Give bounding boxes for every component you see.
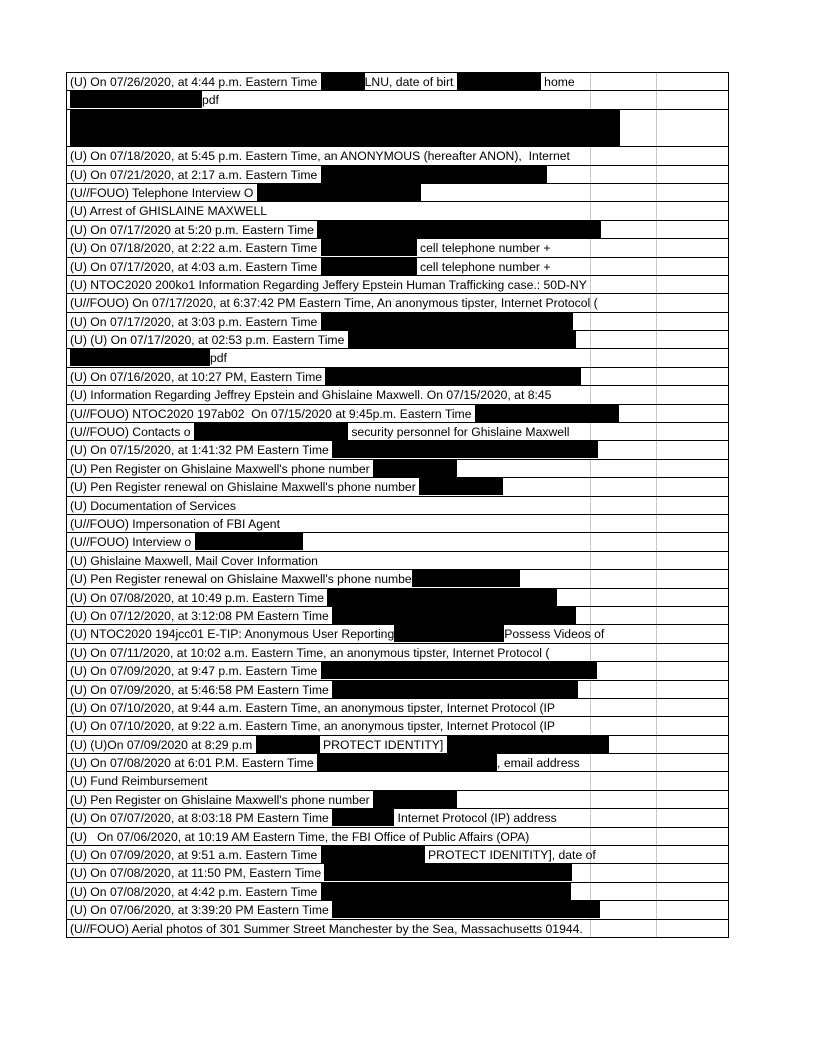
row-text-cell — [67, 717, 659, 734]
redaction-block — [324, 864, 572, 881]
redaction-block — [332, 441, 598, 458]
row-text: security personnel for Ghislaine Maxwell — [347, 425, 570, 440]
empty-cell — [656, 920, 729, 937]
row-text: pdf — [202, 93, 219, 108]
row-text: (U//FOUO) Impersonation of FBI Agent — [70, 516, 280, 531]
row-text: (U//FOUO) NTOC2020 197ab02 On 07/15/2020 at 9:45p.m. Eastern Time — [70, 406, 475, 421]
table-row — [67, 736, 728, 754]
row-text-cell — [67, 202, 659, 219]
table-row — [67, 883, 728, 901]
row-text-cell — [67, 478, 659, 495]
table-row — [67, 258, 728, 276]
row-text: (U) On 07/07/2020, at 8:03:18 PM Eastern Time — [70, 811, 333, 826]
redaction-block — [321, 166, 547, 183]
row-text: (U) On 07/08/2020, at 10:49 p.m. Eastern Time — [70, 590, 328, 605]
table-row — [67, 313, 728, 331]
empty-cell — [656, 184, 729, 201]
document-table — [66, 72, 729, 938]
redaction-block — [321, 73, 365, 90]
row-text: (U) On 07/11/2020, at 10:02 a.m. Eastern Time, an anonymous tipster, Internet Protocol ( — [70, 645, 550, 660]
row-text-cell — [67, 920, 659, 937]
table-row — [67, 202, 728, 220]
row-text: (U) Documentation of Services — [70, 498, 236, 513]
table-row — [67, 221, 728, 239]
redaction-block — [332, 607, 576, 624]
table-row — [67, 625, 728, 643]
table-row — [67, 423, 728, 441]
empty-cell — [656, 441, 729, 458]
row-text: (U) Information Regarding Jeffrey Epstein and Ghislaine Maxwell. On 07/15/2020, at 8:45 — [70, 388, 552, 403]
row-text: (U//FOUO) Telephone Interview O — [70, 185, 257, 200]
row-text-cell — [67, 883, 659, 900]
row-text: (U) On 07/26/2020, at 4:44 p.m. Eastern Time — [70, 75, 321, 89]
row-text: (U) Arrest of GHISLAINE MAXWELL — [70, 204, 268, 219]
empty-cell — [656, 846, 729, 863]
table-row — [67, 570, 728, 588]
row-text-cell — [67, 901, 659, 918]
empty-cell — [656, 202, 729, 219]
empty-cell — [656, 258, 729, 275]
table-row — [67, 828, 728, 846]
row-text-cell — [67, 570, 659, 587]
redaction-block — [70, 349, 210, 366]
empty-cell — [656, 644, 729, 661]
redaction-block — [332, 901, 600, 918]
row-text-cell — [67, 589, 659, 606]
table-row — [67, 607, 728, 625]
row-text: home — [540, 75, 575, 89]
empty-cell — [656, 497, 729, 514]
redaction-block — [70, 110, 620, 146]
row-text-cell — [67, 276, 659, 293]
table-row — [67, 699, 728, 717]
redaction-block — [457, 73, 541, 90]
table-row — [67, 681, 728, 699]
table-row — [67, 147, 728, 165]
table-row — [67, 441, 728, 459]
empty-cell — [656, 515, 729, 532]
row-text: (U) On 07/10/2020, at 9:44 a.m. Eastern Time, an anonymous tipster, Internet Protocol (IP — [70, 700, 556, 715]
redaction-block — [321, 846, 425, 863]
row-text-cell — [67, 386, 659, 403]
row-text: (U//FOUO) Contacts o — [70, 425, 194, 440]
empty-cell — [656, 533, 729, 550]
empty-cell — [656, 110, 729, 146]
table-row — [67, 405, 728, 423]
row-text-cell — [67, 736, 659, 753]
row-text: Internet Protocol (IP) address — [394, 811, 557, 826]
row-text-cell — [67, 681, 659, 698]
empty-cell — [656, 809, 729, 826]
table-row — [67, 644, 728, 662]
row-text: LNU, date of birt — [364, 75, 457, 89]
empty-cell — [656, 772, 729, 789]
row-text: (U) On 07/09/2020, at 9:51 a.m. Eastern Time — [70, 848, 321, 863]
row-text-cell — [67, 405, 659, 422]
row-text-cell — [67, 607, 659, 624]
row-text: cell telephone number + — [416, 241, 551, 256]
table-row — [67, 184, 728, 202]
row-text: (U//FOUO) Interview o — [70, 535, 195, 550]
table-row — [67, 368, 728, 386]
empty-cell — [656, 699, 729, 716]
redaction-block — [256, 736, 320, 753]
table-row — [67, 791, 728, 809]
row-text-cell — [67, 625, 659, 642]
row-text-cell — [67, 221, 659, 238]
table-row — [67, 478, 728, 496]
empty-cell — [656, 478, 729, 495]
row-text-cell — [67, 147, 659, 164]
table-row — [67, 497, 728, 515]
redaction-block — [373, 791, 457, 808]
row-text-cell — [67, 349, 659, 366]
row-text: cell telephone number + — [416, 259, 551, 274]
redaction-block — [373, 460, 457, 477]
redaction-block — [447, 736, 609, 753]
table-row — [67, 91, 728, 109]
row-text: (U) On 07/16/2020, at 10:27 PM, Eastern Time — [70, 369, 326, 384]
empty-cell — [656, 405, 729, 422]
row-text: (U) (U) On 07/17/2020, at 02:53 p.m. Eastern Time — [70, 333, 348, 348]
row-text-cell — [67, 423, 659, 440]
row-text-cell — [67, 533, 659, 550]
row-text-cell — [67, 644, 659, 661]
row-text: (U) Fund Reimbursement — [70, 774, 208, 789]
table-row — [67, 754, 728, 772]
row-text-cell — [67, 791, 659, 808]
empty-cell — [656, 313, 729, 330]
row-text: (U) On 07/08/2020, at 11:50 PM, Eastern Time — [70, 866, 325, 881]
row-text-cell — [67, 772, 659, 789]
redaction-block — [70, 91, 202, 108]
redaction-block — [321, 662, 597, 679]
row-text: (U) (U)On 07/09/2020 at 8:29 p.m — [70, 737, 256, 752]
table-row — [67, 349, 728, 367]
row-text: (U) Pen Register renewal on Ghislaine Maxwell's phone numbe — [70, 572, 412, 587]
row-text: (U) Ghislaine Maxwell, Mail Cover Information — [70, 553, 318, 568]
table-row — [67, 239, 728, 257]
redaction-block — [317, 754, 497, 771]
row-text: (U) On 07/06/2020, at 10:19 AM Eastern Time, the FBI Office of Public Affairs (OPA) — [70, 829, 530, 844]
redaction-block — [321, 883, 571, 900]
row-text: (U//FOUO) On 07/17/2020, at 6:37:42 PM Eastern Time, An anonymous tipster, Internet Protocol ( — [70, 296, 598, 311]
empty-cell — [656, 662, 729, 679]
row-text-cell — [67, 552, 659, 569]
redaction-block — [332, 681, 578, 698]
row-text: pdf — [210, 351, 227, 366]
table-row — [67, 809, 728, 827]
table-row — [67, 386, 728, 404]
row-text-cell — [67, 91, 659, 108]
empty-cell — [656, 625, 729, 642]
table-row — [67, 166, 728, 184]
empty-cell — [656, 791, 729, 808]
row-text: Possess Videos of — [504, 627, 605, 642]
table-row — [67, 846, 728, 864]
empty-cell — [656, 221, 729, 238]
redaction-block — [475, 405, 619, 422]
table-row — [67, 589, 728, 607]
empty-cell — [656, 901, 729, 918]
empty-cell — [656, 276, 729, 293]
row-text-cell — [67, 497, 659, 514]
redaction-block — [419, 478, 503, 495]
redaction-block — [321, 313, 573, 330]
row-text: (U) On 07/15/2020, at 1:41:32 PM Eastern Time — [70, 443, 333, 458]
redaction-block — [317, 221, 601, 238]
empty-cell — [656, 460, 729, 477]
row-text-cell — [67, 441, 659, 458]
redaction-block — [394, 625, 504, 642]
row-text-cell — [67, 368, 659, 385]
redaction-block — [321, 258, 417, 275]
empty-cell — [656, 589, 729, 606]
row-text-cell — [67, 184, 659, 201]
redaction-block — [194, 423, 348, 440]
redaction-block — [321, 239, 417, 256]
row-text-cell — [67, 809, 659, 826]
row-text-cell — [67, 662, 659, 679]
empty-cell — [656, 552, 729, 569]
empty-cell — [656, 166, 729, 183]
table-row — [67, 533, 728, 551]
row-text: (U) On 07/18/2020, at 5:45 p.m. Eastern Time, an ANONYMOUS (hereafter ANON), Internet — [70, 149, 570, 164]
table-row — [67, 717, 728, 735]
row-text: (U) NTOC2020 194jcc01 E-TIP: Anonymous User Reporting — [70, 627, 395, 642]
row-text-cell — [67, 460, 659, 477]
row-text: PROTECT IDENITITY], date of — [424, 848, 596, 863]
table-row — [67, 515, 728, 533]
row-text: (U) On 07/21/2020, at 2:17 a.m. Eastern Time — [70, 167, 321, 182]
empty-cell — [656, 368, 729, 385]
row-text: (U) On 07/09/2020, at 5:46:58 PM Eastern Time — [70, 682, 333, 697]
empty-cell — [656, 239, 729, 256]
table-row — [67, 662, 728, 680]
table-row — [67, 772, 728, 790]
row-text-cell — [67, 828, 659, 845]
row-text: PROTECT IDENTITY] — [319, 737, 447, 752]
row-text: (U) On 07/08/2020, at 4:42 p.m. Eastern Time — [70, 884, 321, 899]
redaction-block — [332, 809, 394, 826]
row-text: (U) Pen Register on Ghislaine Maxwell's phone number — [70, 792, 374, 807]
redaction-block — [327, 589, 557, 606]
row-text-cell — [67, 754, 659, 771]
row-text-cell — [67, 313, 659, 330]
row-text-cell — [67, 166, 659, 183]
row-text: (U) Pen Register renewal on Ghislaine Maxwell's phone number — [70, 480, 420, 495]
row-text: (U) NTOC2020 200ko1 Information Regarding Jeffery Epstein Human Trafficking case.: 50D-NY — [70, 277, 587, 292]
table-row — [67, 331, 728, 349]
table-row — [67, 901, 728, 919]
row-text-cell — [67, 699, 659, 716]
row-text: (U) Pen Register on Ghislaine Maxwell's phone number — [70, 461, 374, 476]
row-text-cell — [67, 515, 659, 532]
table-row — [67, 552, 728, 570]
row-text-cell — [67, 110, 659, 146]
row-text-cell — [67, 864, 659, 881]
row-text: , email address — [497, 756, 580, 771]
row-text: (U) On 07/09/2020, at 9:47 p.m. Eastern Time — [70, 664, 321, 679]
redaction-block — [195, 533, 303, 550]
empty-cell — [656, 423, 729, 440]
row-text: (U) On 07/17/2020 at 5:20 p.m. Eastern Time — [70, 222, 318, 237]
row-text: (U) On 07/18/2020, at 2:22 a.m. Eastern Time — [70, 241, 321, 256]
table-row — [67, 73, 728, 91]
row-text-cell — [67, 331, 659, 348]
empty-cell — [656, 717, 729, 734]
empty-cell — [656, 73, 729, 90]
row-text-cell — [67, 258, 659, 275]
empty-cell — [656, 754, 729, 771]
row-text: (U) On 07/06/2020, at 3:39:20 PM Eastern Time — [70, 903, 333, 918]
table-row — [67, 864, 728, 882]
empty-cell — [656, 828, 729, 845]
row-text: (U) On 07/17/2020, at 3:03 p.m. Eastern Time — [70, 314, 321, 329]
redaction-block — [257, 184, 421, 201]
table-row — [67, 276, 728, 294]
redaction-block — [348, 331, 576, 348]
empty-cell — [656, 883, 729, 900]
empty-cell — [656, 607, 729, 624]
empty-cell — [656, 386, 729, 403]
row-text: (U) On 07/08/2020 at 6:01 P.M. Eastern Time — [70, 756, 318, 771]
empty-cell — [656, 681, 729, 698]
row-text: (U//FOUO) Aerial photos of 301 Summer Street Manchester by the Sea, Massachusetts 01944. — [70, 921, 583, 936]
redaction-block — [412, 570, 520, 587]
row-text: (U) On 07/10/2020, at 9:22 a.m. Eastern Time, an anonymous tipster, Internet Protocol (IP — [70, 719, 556, 734]
empty-cell — [656, 570, 729, 587]
row-text: (U) On 07/17/2020, at 4:03 a.m. Eastern Time — [70, 259, 321, 274]
empty-cell — [656, 331, 729, 348]
table-row — [67, 460, 728, 478]
row-text: (U) On 07/12/2020, at 3:12:08 PM Eastern Time — [70, 608, 333, 623]
empty-cell — [656, 294, 729, 311]
row-text-cell — [67, 294, 659, 311]
table-row — [67, 110, 728, 147]
empty-cell — [656, 349, 729, 366]
empty-cell — [656, 864, 729, 881]
empty-cell — [656, 147, 729, 164]
redaction-block — [325, 368, 581, 385]
row-text-cell — [67, 239, 659, 256]
table-row — [67, 294, 728, 312]
table-row — [67, 920, 728, 938]
row-text-cell — [67, 846, 659, 863]
empty-cell — [656, 91, 729, 108]
empty-cell — [656, 736, 729, 753]
row-text-cell — [67, 73, 659, 90]
